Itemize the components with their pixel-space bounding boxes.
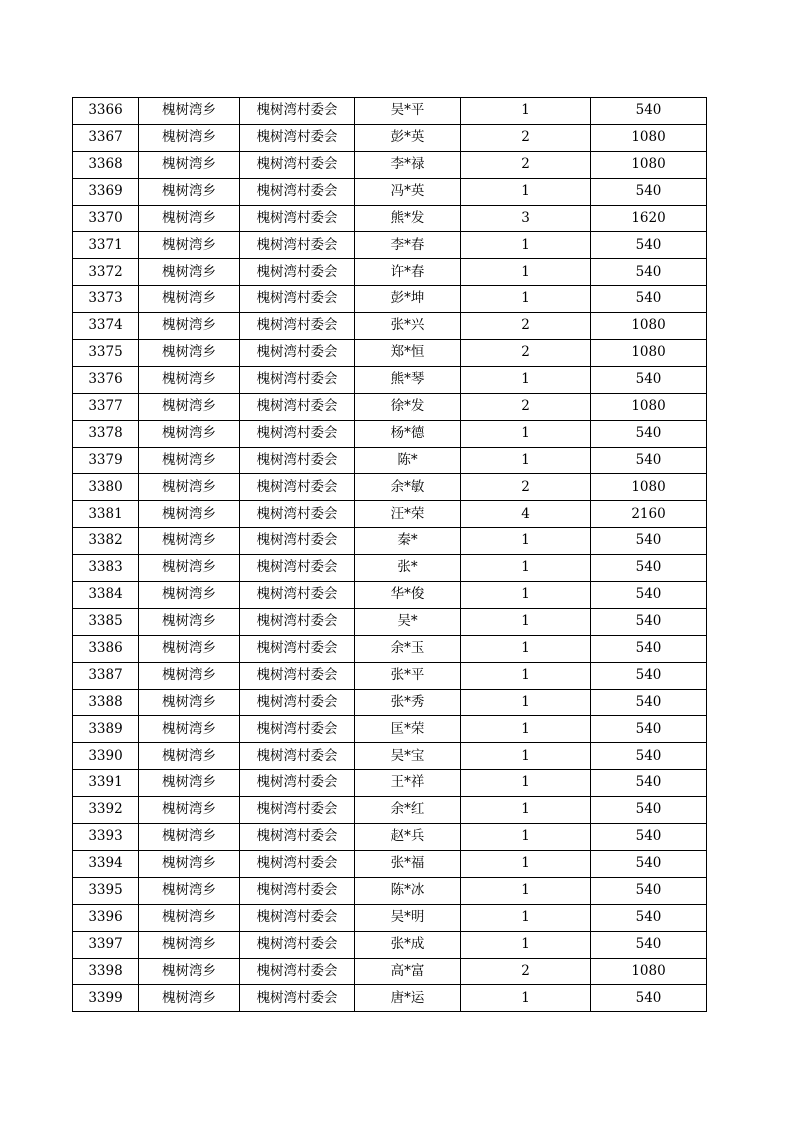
table-row [73,151,707,178]
count-cell: 2 [461,313,591,340]
township-cell: 槐树湾乡 [139,824,240,851]
serial-number-cell: 3386 [73,635,139,662]
count-cell: 1 [461,931,591,958]
serial-number-cell: 3367 [73,124,139,151]
township-cell: 槐树湾乡 [139,420,240,447]
village-committee-cell: 槐树湾村委会 [240,582,355,609]
village-committee-cell: 槐树湾村委会 [240,850,355,877]
count-cell: 1 [461,98,591,125]
township-cell: 槐树湾乡 [139,501,240,528]
serial-number-cell: 3381 [73,501,139,528]
table-row [73,824,707,851]
amount-cell: 1080 [591,124,707,151]
amount-cell: 540 [591,286,707,313]
township-cell: 槐树湾乡 [139,286,240,313]
name-cell: 张*兴 [355,313,461,340]
table-row [73,689,707,716]
serial-number-cell: 3384 [73,582,139,609]
count-cell: 1 [461,582,591,609]
name-cell: 余*玉 [355,635,461,662]
serial-number-cell: 3376 [73,366,139,393]
serial-number-cell: 3385 [73,608,139,635]
amount-cell: 540 [591,662,707,689]
township-cell: 槐树湾乡 [139,877,240,904]
count-cell: 2 [461,340,591,367]
township-cell: 槐树湾乡 [139,608,240,635]
amount-cell: 540 [591,877,707,904]
count-cell: 2 [461,474,591,501]
township-cell: 槐树湾乡 [139,528,240,555]
table-row [73,420,707,447]
serial-number-cell: 3391 [73,770,139,797]
count-cell: 4 [461,501,591,528]
amount-cell: 540 [591,689,707,716]
name-cell: 张*成 [355,931,461,958]
serial-number-cell: 3380 [73,474,139,501]
amount-cell: 540 [591,259,707,286]
table-row [73,501,707,528]
amount-cell: 540 [591,931,707,958]
township-cell: 槐树湾乡 [139,931,240,958]
serial-number-cell: 3378 [73,420,139,447]
serial-number-cell: 3372 [73,259,139,286]
count-cell: 1 [461,635,591,662]
village-committee-cell: 槐树湾村委会 [240,662,355,689]
township-cell: 槐树湾乡 [139,393,240,420]
serial-number-cell: 3366 [73,98,139,125]
village-committee-cell: 槐树湾村委会 [240,340,355,367]
table-row [73,393,707,420]
count-cell: 1 [461,850,591,877]
amount-cell: 540 [591,904,707,931]
table-row [73,124,707,151]
table-row [73,662,707,689]
township-cell: 槐树湾乡 [139,259,240,286]
village-committee-cell: 槐树湾村委会 [240,824,355,851]
village-committee-cell: 槐树湾村委会 [240,447,355,474]
name-cell: 熊*琴 [355,366,461,393]
name-cell: 汪*荣 [355,501,461,528]
table-row [73,205,707,232]
township-cell: 槐树湾乡 [139,797,240,824]
table-row [73,743,707,770]
village-committee-cell: 槐树湾村委会 [240,958,355,985]
table-row [73,474,707,501]
amount-cell: 1620 [591,205,707,232]
name-cell: 张*福 [355,850,461,877]
amount-cell: 540 [591,447,707,474]
township-cell: 槐树湾乡 [139,770,240,797]
name-cell: 熊*发 [355,205,461,232]
village-committee-cell: 槐树湾村委会 [240,259,355,286]
name-cell: 吴*明 [355,904,461,931]
count-cell: 1 [461,528,591,555]
table-row [73,985,707,1012]
serial-number-cell: 3368 [73,151,139,178]
name-cell: 唐*运 [355,985,461,1012]
amount-cell: 540 [591,608,707,635]
table-row [73,850,707,877]
township-cell: 槐树湾乡 [139,151,240,178]
amount-cell: 540 [591,232,707,259]
count-cell: 1 [461,743,591,770]
serial-number-cell: 3388 [73,689,139,716]
serial-number-cell: 3399 [73,985,139,1012]
township-cell: 槐树湾乡 [139,958,240,985]
village-committee-cell: 槐树湾村委会 [240,474,355,501]
township-cell: 槐树湾乡 [139,582,240,609]
name-cell: 余*敏 [355,474,461,501]
table-body [73,98,707,1012]
serial-number-cell: 3377 [73,393,139,420]
table-row [73,98,707,125]
amount-cell: 540 [591,824,707,851]
count-cell: 2 [461,958,591,985]
village-committee-cell: 槐树湾村委会 [240,608,355,635]
amount-cell: 540 [591,850,707,877]
name-cell: 吴*平 [355,98,461,125]
table-row [73,447,707,474]
township-cell: 槐树湾乡 [139,124,240,151]
serial-number-cell: 3398 [73,958,139,985]
count-cell: 1 [461,877,591,904]
village-committee-cell: 槐树湾村委会 [240,555,355,582]
count-cell: 1 [461,366,591,393]
village-committee-cell: 槐树湾村委会 [240,797,355,824]
name-cell: 张* [355,555,461,582]
serial-number-cell: 3395 [73,877,139,904]
table-row [73,528,707,555]
township-cell: 槐树湾乡 [139,178,240,205]
count-cell: 1 [461,286,591,313]
village-committee-cell: 槐树湾村委会 [240,178,355,205]
serial-number-cell: 3397 [73,931,139,958]
count-cell: 1 [461,985,591,1012]
count-cell: 1 [461,689,591,716]
table-row [73,716,707,743]
township-cell: 槐树湾乡 [139,205,240,232]
village-committee-cell: 槐树湾村委会 [240,931,355,958]
name-cell: 余*红 [355,797,461,824]
table-row [73,877,707,904]
name-cell: 彭*坤 [355,286,461,313]
name-cell: 陈*冰 [355,877,461,904]
name-cell: 李*禄 [355,151,461,178]
count-cell: 3 [461,205,591,232]
name-cell: 冯*英 [355,178,461,205]
amount-cell: 540 [591,635,707,662]
table-row [73,313,707,340]
name-cell: 匡*荣 [355,716,461,743]
township-cell: 槐树湾乡 [139,447,240,474]
serial-number-cell: 3393 [73,824,139,851]
table-row [73,178,707,205]
amount-cell: 540 [591,985,707,1012]
serial-number-cell: 3379 [73,447,139,474]
serial-number-cell: 3374 [73,313,139,340]
village-committee-cell: 槐树湾村委会 [240,393,355,420]
serial-number-cell: 3375 [73,340,139,367]
township-cell: 槐树湾乡 [139,555,240,582]
name-cell: 杨*德 [355,420,461,447]
name-cell: 秦* [355,528,461,555]
amount-cell: 540 [591,98,707,125]
serial-number-cell: 3389 [73,716,139,743]
serial-number-cell: 3383 [73,555,139,582]
name-cell: 吴*宝 [355,743,461,770]
count-cell: 1 [461,555,591,582]
serial-number-cell: 3390 [73,743,139,770]
table-row [73,366,707,393]
count-cell: 1 [461,178,591,205]
township-cell: 槐树湾乡 [139,662,240,689]
amount-cell: 1080 [591,151,707,178]
amount-cell: 540 [591,178,707,205]
table-row [73,635,707,662]
name-cell: 华*俊 [355,582,461,609]
amount-cell: 1080 [591,313,707,340]
village-committee-cell: 槐树湾村委会 [240,232,355,259]
count-cell: 2 [461,393,591,420]
amount-cell: 540 [591,420,707,447]
village-committee-cell: 槐树湾村委会 [240,635,355,662]
serial-number-cell: 3392 [73,797,139,824]
table-row [73,608,707,635]
township-cell: 槐树湾乡 [139,340,240,367]
table-row [73,958,707,985]
amount-cell: 540 [591,716,707,743]
table-row [73,555,707,582]
village-committee-cell: 槐树湾村委会 [240,151,355,178]
village-committee-cell: 槐树湾村委会 [240,716,355,743]
township-cell: 槐树湾乡 [139,689,240,716]
village-committee-cell: 槐树湾村委会 [240,904,355,931]
village-committee-cell: 槐树湾村委会 [240,313,355,340]
village-committee-cell: 槐树湾村委会 [240,366,355,393]
amount-cell: 2160 [591,501,707,528]
township-cell: 槐树湾乡 [139,98,240,125]
amount-cell: 1080 [591,474,707,501]
village-committee-cell: 槐树湾村委会 [240,985,355,1012]
name-cell: 吴* [355,608,461,635]
name-cell: 彭*英 [355,124,461,151]
count-cell: 1 [461,420,591,447]
serial-number-cell: 3370 [73,205,139,232]
name-cell: 陈* [355,447,461,474]
village-committee-cell: 槐树湾村委会 [240,286,355,313]
village-committee-cell: 槐树湾村委会 [240,689,355,716]
village-committee-cell: 槐树湾村委会 [240,98,355,125]
table-row [73,770,707,797]
serial-number-cell: 3396 [73,904,139,931]
table-row [73,286,707,313]
amount-cell: 1080 [591,958,707,985]
serial-number-cell: 3373 [73,286,139,313]
amount-cell: 1080 [591,393,707,420]
count-cell: 1 [461,770,591,797]
township-cell: 槐树湾乡 [139,743,240,770]
count-cell: 1 [461,797,591,824]
name-cell: 李*春 [355,232,461,259]
count-cell: 2 [461,151,591,178]
name-cell: 高*富 [355,958,461,985]
township-cell: 槐树湾乡 [139,985,240,1012]
amount-cell: 540 [591,797,707,824]
township-cell: 槐树湾乡 [139,635,240,662]
amount-cell: 540 [591,582,707,609]
table-row [73,232,707,259]
count-cell: 1 [461,824,591,851]
name-cell: 郑*恒 [355,340,461,367]
serial-number-cell: 3371 [73,232,139,259]
township-cell: 槐树湾乡 [139,313,240,340]
township-cell: 槐树湾乡 [139,904,240,931]
amount-cell: 540 [591,770,707,797]
table-row [73,904,707,931]
amount-cell: 1080 [591,340,707,367]
name-cell: 张*平 [355,662,461,689]
township-cell: 槐树湾乡 [139,232,240,259]
serial-number-cell: 3369 [73,178,139,205]
township-cell: 槐树湾乡 [139,716,240,743]
amount-cell: 540 [591,528,707,555]
table-row [73,931,707,958]
count-cell: 1 [461,904,591,931]
township-cell: 槐树湾乡 [139,366,240,393]
village-committee-cell: 槐树湾村委会 [240,420,355,447]
data-table [72,97,707,1012]
count-cell: 1 [461,259,591,286]
village-committee-cell: 槐树湾村委会 [240,743,355,770]
count-cell: 1 [461,716,591,743]
name-cell: 赵*兵 [355,824,461,851]
table-row [73,259,707,286]
serial-number-cell: 3382 [73,528,139,555]
village-committee-cell: 槐树湾村委会 [240,770,355,797]
village-committee-cell: 槐树湾村委会 [240,124,355,151]
township-cell: 槐树湾乡 [139,474,240,501]
name-cell: 张*秀 [355,689,461,716]
table-row [73,582,707,609]
name-cell: 许*春 [355,259,461,286]
count-cell: 2 [461,124,591,151]
amount-cell: 540 [591,366,707,393]
village-committee-cell: 槐树湾村委会 [240,528,355,555]
village-committee-cell: 槐树湾村委会 [240,877,355,904]
name-cell: 徐*发 [355,393,461,420]
serial-number-cell: 3394 [73,850,139,877]
count-cell: 1 [461,608,591,635]
table-row [73,340,707,367]
amount-cell: 540 [591,555,707,582]
count-cell: 1 [461,232,591,259]
name-cell: 王*祥 [355,770,461,797]
amount-cell: 540 [591,743,707,770]
village-committee-cell: 槐树湾村委会 [240,501,355,528]
table-row [73,797,707,824]
count-cell: 1 [461,447,591,474]
count-cell: 1 [461,662,591,689]
township-cell: 槐树湾乡 [139,850,240,877]
village-committee-cell: 槐树湾村委会 [240,205,355,232]
serial-number-cell: 3387 [73,662,139,689]
